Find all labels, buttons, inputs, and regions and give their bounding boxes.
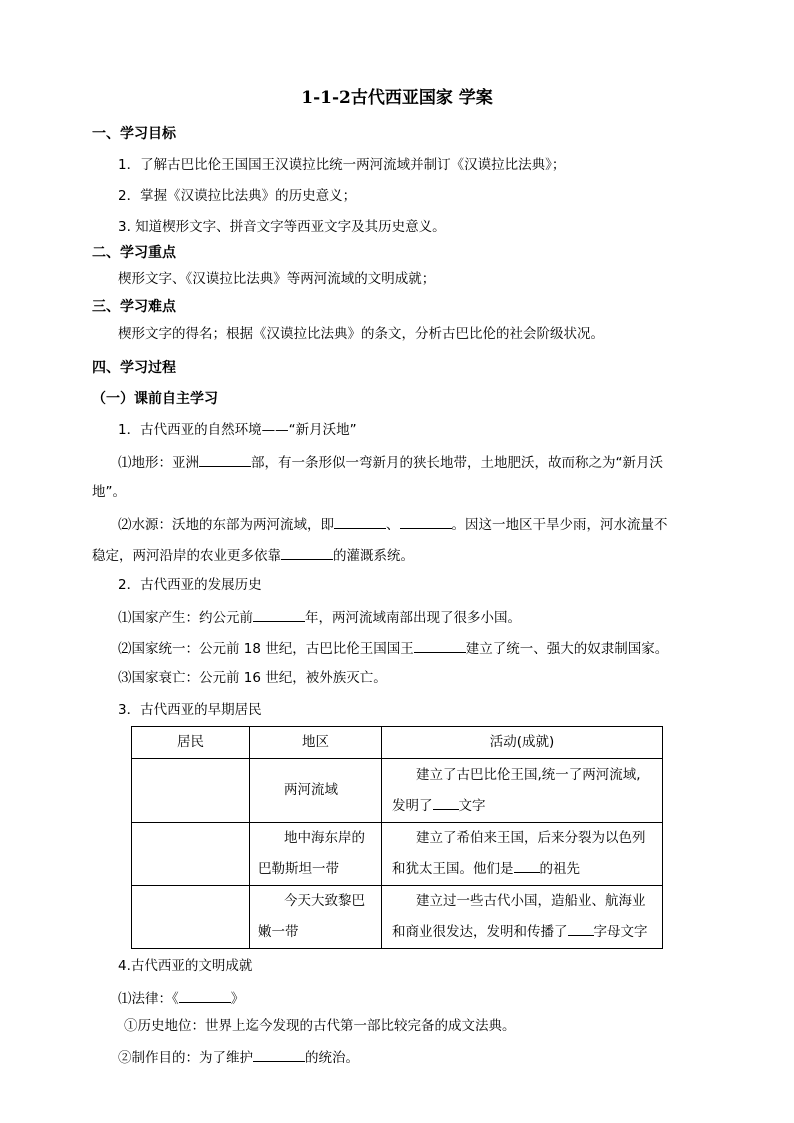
- region-cell: 今天大致黎巴 嫩一带: [250, 886, 382, 949]
- heading-objectives: 一、学习目标: [92, 126, 176, 142]
- activity-cell: 建立了希伯来王国，后来分裂为以色列 和犹太王国。他们是 的祖先: [382, 823, 663, 886]
- answer-blank[interactable]: [253, 1046, 305, 1062]
- objective-item: 3. 知道楔形文字、拼音文字等西亚文字及其历史意义。: [118, 219, 446, 235]
- point-4-law: ⑴法律：《 》: [118, 987, 244, 1007]
- header-resident: 居民: [132, 727, 250, 759]
- objective-item: 1．了解古巴比伦王国国王汉谟拉比统一两河流域并制订《汉谟拉比法典》；: [118, 157, 566, 173]
- table-row: [132, 886, 663, 949]
- answer-blank[interactable]: [400, 513, 452, 529]
- answer-blank[interactable]: [281, 544, 333, 560]
- region-cell: 两河流域: [250, 759, 382, 823]
- resident-cell[interactable]: [132, 759, 250, 823]
- answer-blank[interactable]: [414, 637, 466, 653]
- table-row: [132, 759, 663, 823]
- heading-key-points: 二、学习重点: [92, 245, 176, 261]
- region-cell: 地中海东岸的 巴勒斯坦一带: [250, 823, 382, 886]
- point-1-water-cont: 稳定，两河沿岸的农业更多依靠 的灌溉系统。: [92, 544, 414, 564]
- point-1-title: 1．古代西亚的自然环境——“新月沃地”: [118, 422, 357, 438]
- point-3-title: 3．古代西亚的早期居民: [118, 702, 262, 718]
- resident-cell[interactable]: [132, 823, 250, 886]
- heading-process: 四、学习过程: [92, 360, 176, 376]
- table-header-row: [132, 727, 663, 759]
- answer-blank[interactable]: [433, 794, 459, 810]
- point-2-title: 2．古代西亚的发展历史: [118, 577, 262, 593]
- difficulties-text: 楔形文字的得名；根据《汉谟拉比法典》的条文，分析古巴比伦的社会阶级状况。: [118, 326, 604, 342]
- heading-difficulties: 三、学习难点: [92, 299, 176, 315]
- point-2-origin: ⑴国家产生：约公元前 年，两河流域南部出现了很多小国。: [118, 606, 521, 626]
- activity-cell: 建立过一些古代小国，造船业、航海业 和商业很发达，发明和传播了 字母文字: [382, 886, 663, 949]
- resident-cell[interactable]: [132, 886, 250, 949]
- answer-blank[interactable]: [253, 606, 305, 622]
- point-4-title: 4.古代西亚的文明成就: [118, 958, 253, 974]
- point-4-status: ①历史地位：世界上迄今发现的古代第一部比较完备的成文法典。: [124, 1018, 516, 1034]
- point-2-decline: ⑶国家衰亡：公元前 16 世纪，被外族灭亡。: [118, 670, 387, 686]
- page-title: 1-1-2古代西亚国家 学案: [301, 88, 493, 108]
- point-4-purpose: ②制作目的：为了维护 的统治。: [118, 1046, 359, 1066]
- point-1-water: ⑵水源：沃地的东部为两河流域，即 、 。因这一地区干旱少雨，河水流量不: [118, 513, 668, 533]
- key-points-text: 楔形文字、《汉谟拉比法典》等两河流域的文明成就；: [118, 271, 436, 287]
- point-2-unification: ⑵国家统一：公元前 18 世纪，古巴比伦王国国王 建立了统一、强大的奴隶制国家。: [118, 637, 668, 657]
- answer-blank[interactable]: [568, 920, 594, 936]
- header-activity: 活动(成就): [382, 727, 663, 759]
- header-region: 地区: [250, 727, 382, 759]
- point-1-terrain-cont: 地”。: [92, 484, 126, 500]
- residents-table: [131, 726, 663, 949]
- answer-blank[interactable]: [514, 857, 540, 873]
- objective-item: 2．掌握《汉谟拉比法典》的历史意义；: [118, 188, 357, 204]
- answer-blank[interactable]: [334, 513, 386, 529]
- point-1-terrain: ⑴地形：亚洲 部，有一条形似一弯新月的狭长地带，土地肥沃，故而称之为“新月沃: [118, 451, 663, 471]
- activity-cell: 建立了古巴比伦王国,统一了两河流域, 发明了 文字: [382, 759, 663, 823]
- table-row: [132, 823, 663, 886]
- answer-blank[interactable]: [199, 451, 251, 467]
- subheading-self-study: （一）课前自主学习: [92, 391, 218, 407]
- answer-blank[interactable]: [179, 987, 231, 1003]
